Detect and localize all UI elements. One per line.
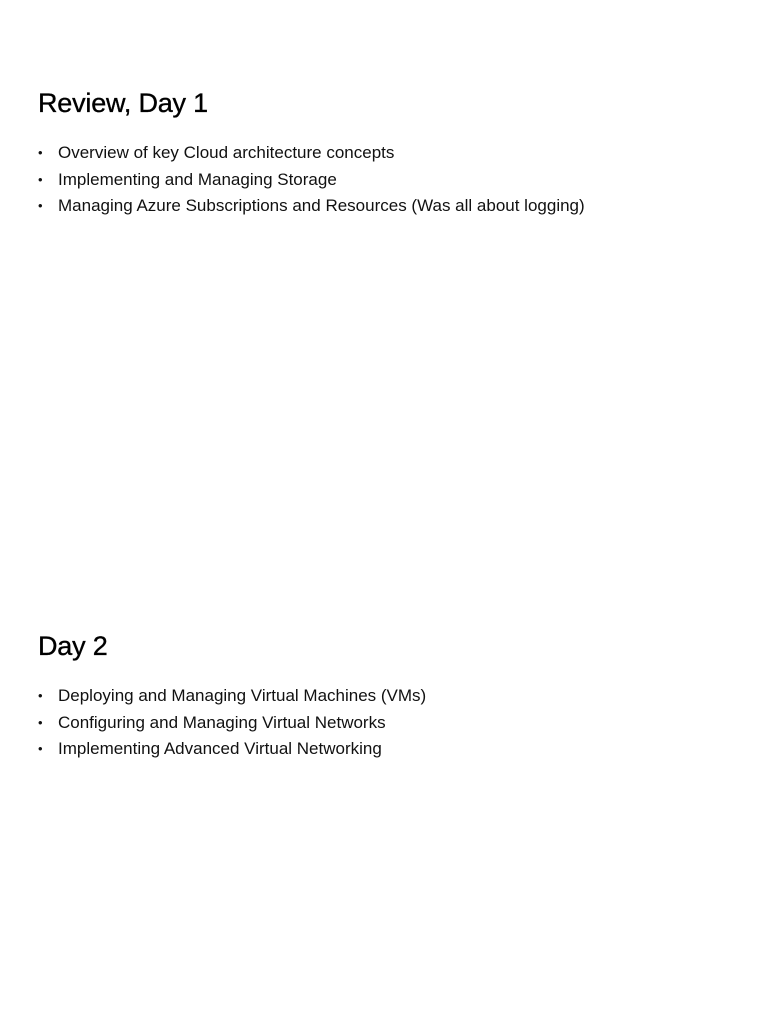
bullet-icon: • <box>38 171 43 187</box>
list-item <box>38 167 738 194</box>
bullet-icon: • <box>38 688 43 703</box>
bullet-icon: • <box>38 714 43 730</box>
section-heading: Review, Day 1 <box>38 88 208 118</box>
section-heading: Day 2 <box>38 631 108 661</box>
list-item-text: Configuring and Managing Virtual Networks <box>58 712 386 732</box>
list-item-text: Managing Azure Subscriptions and Resources (Was all about logging) <box>58 196 585 215</box>
bullet-list <box>38 140 738 220</box>
list-item-text: Implementing Advanced Virtual Networking <box>58 739 382 758</box>
bullet-icon: • <box>38 198 43 213</box>
list-item <box>38 736 738 763</box>
bullet-list <box>38 683 738 763</box>
list-item <box>38 683 738 710</box>
section-day-2 <box>38 629 738 763</box>
list-item <box>38 193 738 220</box>
list-item-text: Overview of key Cloud architecture concepts <box>58 143 395 162</box>
list-item-text: Deploying and Managing Virtual Machines (VMs) <box>58 686 427 705</box>
list-item <box>38 710 738 737</box>
bullet-icon: • <box>38 741 43 756</box>
list-item-text: Implementing and Managing Storage <box>58 169 337 189</box>
bullet-icon: • <box>38 145 43 160</box>
section-review-day-1 <box>38 86 738 220</box>
list-item <box>38 140 738 167</box>
